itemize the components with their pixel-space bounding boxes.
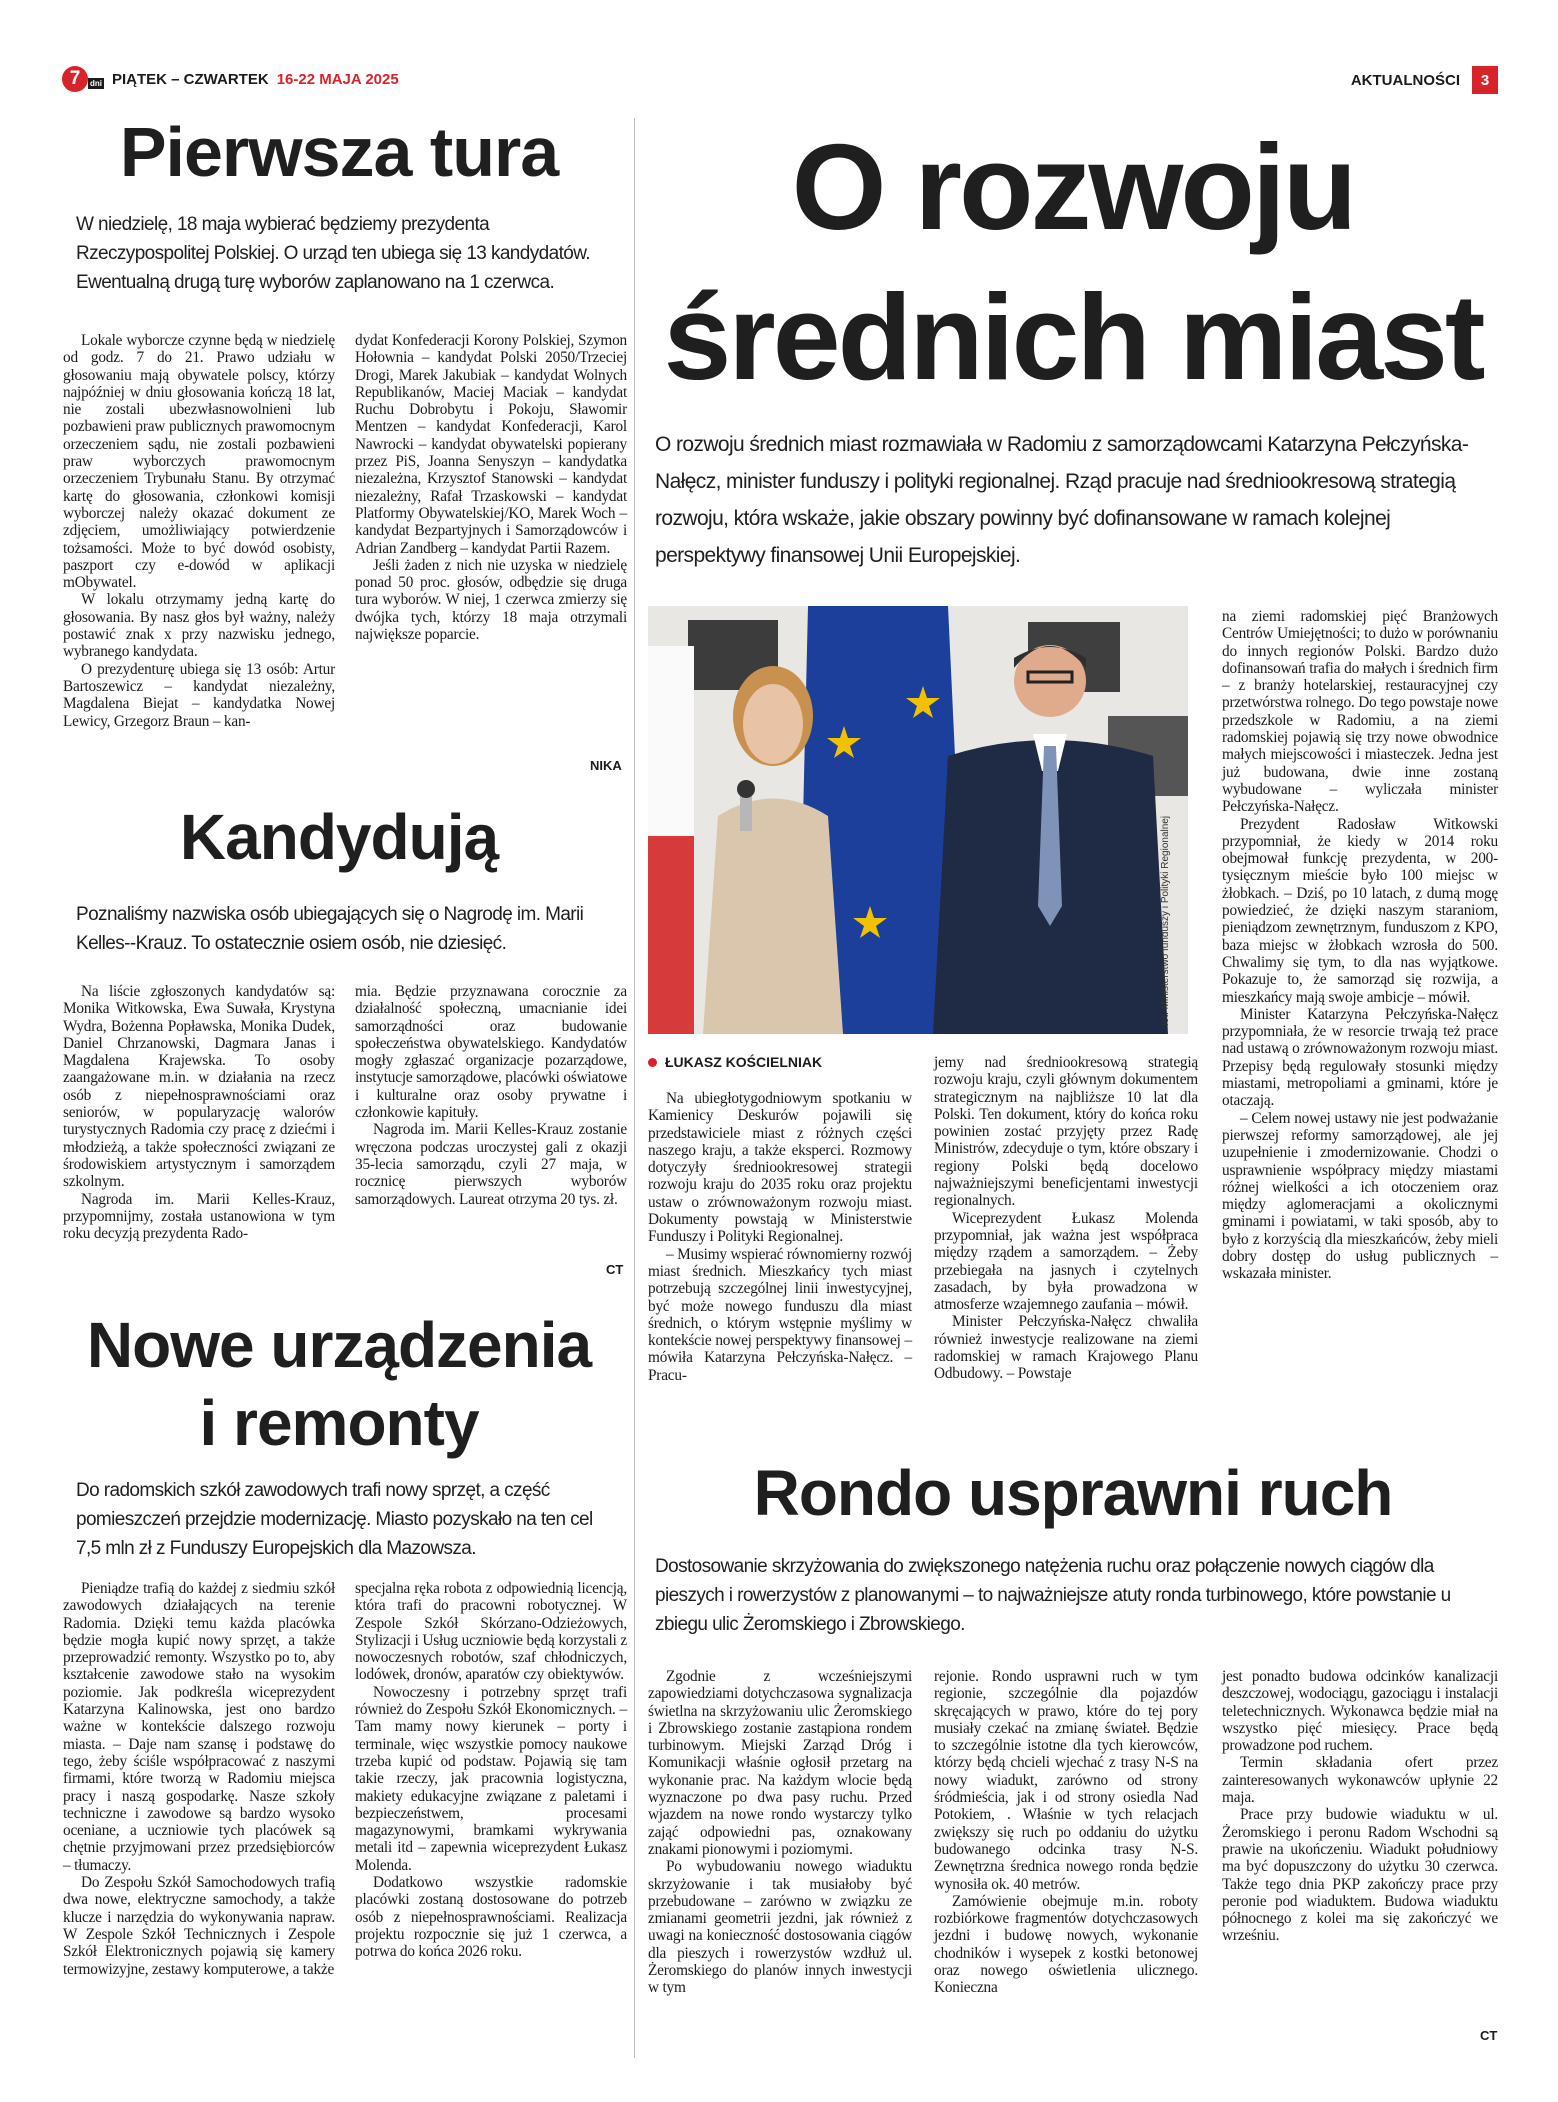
page-header-right <box>1351 66 1498 94</box>
article-lead: Poznaliśmy nazwiska osób ubiegających się o Nagrodę im. Marii Kelles--Krauz. To ostatecznie osiem osób, nie dziesięć. <box>76 904 584 954</box>
paragraph: Pieniądze trafią do każdej z siedmiu szkół zawodowych działających na terenie Radomia. Dzięki temu każda placówka będzie mogła kupić nowy sprzęt, a także przeprowadzić remonty. Wszystko po to, aby kształcenie zawodowe stało na wysokim poziomie. Jak podkreśla wiceprezydent Katarzyna Kalinowska, jest ono bardzo ważne w kontekście dalszego rozwoju miasta. – Daje nam szansę i podstawę do tego, żeby ściśle współpracować z naszymi firmami, które tworzą w Radomiu miejsca pracy i naszą gospodarkę. Nasze szkoły techniczne i zawodowe są bardzo wysoko oceniane, a uczniowie tych placówek są chętnie przyjmowani przez przedsiębiorców – tłumaczy. <box>63 1580 335 1874</box>
paragraph: specjalna ręka robota z odpowiednią licencją, która trafi do pracowni robotycznej. W Zespole Szkół Skórzano-Odzieżowych, Stylizacji i Usług uczniowie będą korzystali z nowoczesnych robotów, szaf chłodniczych, lodówek, dronów, aparatów czy obiektywów. <box>355 1580 627 1684</box>
paragraph: – Celem nowej ustawy nie jest podważanie pierwszej reformy samorządowej, ale jej uzupełnienie i zmodernizowanie. Chodzi o usprawnienie współpracy między miastami różnej wielkości a ich otoczeniem oraz między aglomeracjami a okolicznymi gminami i powiatami, w taki sposób, aby to było z korzyścią dla mieszkańców, żeby mieli dobry dostęp do usług publicznych – wskazała minister. <box>1222 1109 1498 1283</box>
article-column <box>355 983 627 1208</box>
article-title-pierwsza-tura: Pierwsza tura <box>119 113 559 191</box>
article-column <box>934 1054 1198 1383</box>
article-title-rondo: Rondo usprawni ruch <box>753 1457 1393 1529</box>
newspaper-logo: 7 <box>62 66 88 92</box>
title-line: Nowe urządzenia <box>86 1309 592 1381</box>
issue-days: PIĄTEK – CZWARTEK <box>112 70 269 88</box>
article-column <box>648 1090 912 1384</box>
paragraph: Prace przy budowie wiaduktu w ul. Żeromskiego i peronu Radom Wschodni są prawie na ukończeniu. Wiadukt południowy ma być dopuszczony do użytku 30 czerwca. Także tego dnia PKP zakończy prace przy peronie pod wiaduktem. Budowa wiaduktu północnego z kolei ma się zakończyć we wrześniu. <box>1222 1806 1498 1945</box>
paragraph: Minister Katarzyna Pełczyńska-Nałęcz przypomniała, że w resorcie trwają też prace nad ustawą o zrównoważonym rozwoju miast. Przepisy będą regulowały stosunki między miastami, metropoliami a gminami, które je otaczają. <box>1222 1005 1498 1110</box>
author-name: ŁUKASZ KOŚCIELNIAK <box>665 1054 823 1070</box>
paragraph: Minister Pełczyńska-Nałęcz chwaliła również inwestycje realizowane na ziemi radomskiej w ramach Krajowego Planu Odbudowy. – Powstaje <box>934 1313 1198 1383</box>
article-column <box>355 1580 627 1961</box>
article-lead: O rozwoju średnich miast rozmawiała w Radomiu z samorządowcami Katarzyna Pełczyńska-Nałęcz, minister funduszy i polityki regionalnej. Rząd pracuje nad średniookresową strategią rozwoju, która wskaże, jakie obszary powinny być dofinansowane w ramach kolejnej perspektywy finansowej Unii Europejskiej. <box>655 433 1469 567</box>
article-column <box>1222 608 1498 1283</box>
bullet-icon <box>648 1058 657 1067</box>
paragraph: rejonie. Rondo usprawni ruch w tym regionie, szczególnie dla pojazdów skręcających w prawo, które do tej pory musiały czekać na zmianę świateł. Będzie to szczególnie istotne dla tych kierowców, którzy będą chcieli wjechać z trasy N-S na nowy wiadukt, zarówno od strony śródmieścia, jak i od strony osiedla Nad Potokiem, . Właśnie w tych relacjach zwiększy się ruch po oddaniu do użytku budowanego odcinka trasy N-S. Zewnętrzna średnica nowego ronda będzie wynosiła ok. 40 metrów. <box>934 1668 1198 1893</box>
paragraph: Nowoczesny i potrzebny sprzęt trafi również do Zespołu Szkół Ekonomicznych. – Tam mamy nowy kierunek – porty i terminale, więc wszystkie pomocy naukowe trzeba kupić od podstaw. Pojawią się tam takie rzeczy, jak pracownia logistyczna, makiety edukacyjne związane z paletami i bezpieczeństwem, procesami magazynowymi, bramkami wykrywania metali itd – zapewnia wiceprezydent Łukasz Molenda. <box>355 1683 627 1874</box>
section-name: AKTUALNOŚCI <box>1350 71 1460 89</box>
paragraph: Dodatkowo wszystkie radomskie placówki zostaną dostosowane do potrzeb osób z niepełnosprawnościami. Realizacja projektu rozpocznie się już 1 czerwca, a potrwa do końca 2026 roku. <box>355 1874 627 1961</box>
article-column <box>63 332 335 730</box>
title-line: O rozwoju <box>791 119 1355 255</box>
paragraph: jest ponadto budowa odcinków kanalizacji deszczowej, wodociągu, gazociągu i instalacji teletechnicznych. Wykonawca będzie miał na wszystko pięć miesięcy. Prace będą prowadzone pod ruchem. <box>1222 1668 1498 1755</box>
article-photo <box>648 606 1188 1034</box>
paragraph: mia. Będzie przyznawana corocznie za działalność społeczną, umacnianie idei samorządności oraz budowanie społeczeństwa obywatelskiego. Kandydatów mogły zgłaszać organizacje pozarządowe, instytucje samorządowe, placówki oświatowe i kulturalne oraz osoby prywatne i członkowie kapituły. <box>355 983 627 1122</box>
article-lead: Dostosowanie skrzyżowania do zwiększonego natężenia ruchu oraz połączenie nowych ciągów dla pieszych i rowerzystów z planowanymi – to najważniejsze atuty ronda turbinowego, które powstanie u zbiegu ulic Żeromskiego i Zbrowskiego. <box>655 1556 1451 1635</box>
paragraph: na ziemi radomskiej pięć Branżowych Centrów Umiejętności; to dużo w porównaniu do innych regionów Polski. Bardzo dużo dofinansowań trafia do małych i średnich firm – z branży hotelarskiej, restauracyjnej czy przetwórstwa rolnego. Do tego powstaje nowe przedszkole w Radomiu, a na ziemi radomskiej pojawią się trzy nowe obwodnice małych miejscowości i miasteczek. Jedna jest już budowana, dwie inne zostaną wybudowane – wyliczała minister Pełczyńska-Nałęcz. <box>1222 608 1499 816</box>
paragraph: Zgodnie z wcześniejszymi zapowiedziami dotychczasowa sygnalizacja świetlna na skrzyżowaniu ulic Żeromskiego i Zbrowskiego zostanie zastąpiona rondem turbinowym. Miejski Zarząd Dróg i Komunikacji właśnie ogłosił przetarg na wykonanie prac. Na każdym wlocie będą wyznaczone po dwa pasy ruchu. Przed wjazdem na nowe rondo wystarczy tylko zająć odpowiedni pas, oznakowany znakami pionowymi i poziomymi. <box>648 1668 912 1858</box>
paragraph: Nagroda im. Marii Kelles-Krauz zostanie wręczona podczas uroczystej gali z okazji 35-lecia samorządu, czyli 27 maja, w rocznicę pierwszych wyborów samorządowych. Laureat otrzyma 20 tys. zł. <box>355 1121 627 1208</box>
paragraph: Po wybudowaniu nowego wiaduktu skrzyżowanie i tak musiałoby być przebudowane – zarówno w związku ze zmianami geometrii jezdni, jak również z uwagi na konieczność dostosowania ciągów dla pieszych i rowerzystów wzdłuż ul. Żeromskiego do planów innych inwestycji w tym <box>648 1858 912 1997</box>
article-column <box>934 1668 1198 1997</box>
author-signature: CT <box>606 1262 624 1277</box>
photo-credit: fot. Ministerstwo funduszy i Polityki Regionalnej <box>1160 815 1171 1026</box>
article-column <box>355 332 627 643</box>
author-signature: NIKA <box>590 758 622 773</box>
paragraph: Lokale wyborcze czynne będą w niedzielę od godz. 7 do 21. Prawo udziału w głosowaniu mają obywatele polscy, którzy najpóźniej w dniu głosowania kończą 18 lat, nie zostali ubezwłasnowolnieni lub pozbawieni praw publicznych prawomocnym orzeczeniem sądu, nie zostali pozbawieni praw wyborczych prawomocnym orzeczeniem Trybunału Stanu. By otrzymać kartę do głosowania, członkowi komisji wyborczej należy okazać dokument ze zdjęciem, umożliwiający potwierdzenie tożsamości. Może to być dowód osobisty, paszport czy e-dowód w aplikacji mObywatel. <box>63 332 335 592</box>
paragraph: Wiceprezydent Łukasz Molenda przypomniał, jak ważna jest współpraca między rządem a samorządem. – Żeby przebiegała na jasnych i czytelnych zasadach, by była prowadzona w atmosferze wzajemnego zaufania – mówił. <box>934 1209 1198 1314</box>
paragraph: Do Zespołu Szkół Samochodowych trafią dwa nowe, elektryczne samochody, a także klucze i narzędzia do wykonywania napraw. W Zespole Szkół Technicznych i Zespole Szkół Elektronicznych pojawią się kamery termowizyjne, zestawy komputerowe, a także <box>63 1874 335 1978</box>
page-number: 3 <box>1472 66 1498 94</box>
title-line: średnich miast <box>663 269 1483 405</box>
paragraph: jemy nad średniookresową strategią rozwoju kraju, czyli głównym dokumentem strategicznym na najbliższe 10 lat dla Polski. Ten dokument, który do końca roku powinien zostać przyjęty przez Radę Ministrów, zdecyduje o tym, które obszary i regiony Polski będą docelowo najważniejszymi beneficjentami inwestycji regionalnych. <box>934 1054 1198 1210</box>
column-divider <box>634 118 635 2058</box>
photo-author <box>648 1054 822 1070</box>
article-column <box>63 1580 335 1978</box>
newspaper-logo-text: dni <box>90 78 102 88</box>
article-title-kandyduja: Kandydują <box>179 801 499 873</box>
article-lead: W niedzielę, 18 maja wybierać będziemy prezydenta Rzeczypospolitej Polskiej. O urząd ten ubiega się 13 kandydatów. Ewentualną drugą turę wyborów zaplanowano na 1 czerwca. <box>76 214 590 293</box>
paragraph: Na ubiegłotygodniowym spotkaniu w Kamienicy Deskurów pojawili się przedstawiciele miast z różnych części naszego kraju, a także eksperci. Rozmowy dotyczyły średniookresowej strategii rozwoju kraju do 2035 roku oraz projektu ustaw o zrównoważonym rozwoju miast. Dokumenty powstają w Ministerstwie Funduszy i Polityki Regionalnej. <box>648 1090 912 1246</box>
paragraph: W lokalu otrzymamy jedną kartę do głosowania. By nasz głos był ważny, należy postawić znak x przy nazwisku jednego, wybranego kandydata. <box>63 591 335 661</box>
issue-date: 16-22 MAJA 2025 <box>276 70 399 88</box>
paragraph: dydat Konfederacji Korony Polskiej, Szymon Hołownia – kandydat Polski 2050/Trzeciej Drogi, Marek Jakubiak – kandydat Wolnych Republikanów, Maciej Maciak – kandydat Ruchu Dobrobytu i Pokoju, Sławomir Mentzen – kandydat Konfederacji, Karol Nawrocki – kandydat obywatelski popierany przez PiS, Joanna Senyszyn – kandydatka niezależna, Krzysztof Stanowski – kandydat niezależny, Rafał Trzaskowski – kandydat Platformy Obywatelskiej/KO, Marek Woch – kandydat Bezpartyjnych i Samorządowców i Adrian Zandberg – kandydat Partii Razem. <box>355 332 627 557</box>
article-column <box>63 983 335 1242</box>
paragraph: Nagroda im. Marii Kelles-Krauz, przypomnijmy, została ustanowiona w tym roku decyzją prezydenta Rado- <box>63 1190 335 1243</box>
article-column <box>648 1668 912 1997</box>
article-column <box>1222 1668 1498 1945</box>
paragraph: O prezydenturę ubiega się 13 osób: Artur Bartoszewicz – kandydat niezależny, Magdalena Biejat – kandydatka Nowej Lewicy, Grzegorz Braun – kan- <box>63 660 335 730</box>
photo-illustration <box>648 606 1188 1034</box>
page-header-left <box>62 66 399 92</box>
paragraph: Zamówienie obejmuje m.in. roboty rozbiórkowe fragmentów dotychczasowych jezdni i budowę nowych, wykonanie chodników i wysepek z kostki betonowej oraz nowego oświetlenia ulicznego. Konieczna <box>934 1892 1198 1997</box>
article-lead: Do radomskich szkół zawodowych trafi nowy sprzęt, a część pomieszczeń przejdzie modernizację. Miasto pozyskało na ten cel 7,5 mln zł z Funduszy Europejskich dla Mazowsza. <box>76 1480 593 1559</box>
paragraph: Jeśli żaden z nich nie uzyska w niedzielę ponad 50 proc. głosów, odbędzie się druga tura wyborów. W niej, 1 czerwca zmierzy się dwójka tych, którzy 18 maja otrzymali największe poparcie. <box>355 556 627 644</box>
article-title-nowe-urzadzenia <box>62 1306 616 1462</box>
paragraph: Termin składania ofert przez zainteresowanych wykonawców upłynie 22 maja. <box>1222 1754 1498 1807</box>
title-line: i remonty <box>199 1387 479 1459</box>
article-title-o-rozwoju <box>648 112 1498 412</box>
author-signature: CT <box>1480 2028 1498 2043</box>
paragraph: Na liście zgłoszonych kandydatów są: Monika Witkowska, Ewa Suwała, Krystyna Wydra, Bożenna Popławska, Monika Dudek, Daniel Chrzanowski, Dagmara Janas i Magdalena Krajewska. To osoby zaangażowane m.in. w działania na rzecz osób z niepełnosprawnościami oraz seniorów, w popularyzację walorów turystycznych Radomia czy pracę z dziećmi i młodzieżą, a także społeczności związani ze środowiskiem artystycznym i samorządem szkolnym. <box>63 983 335 1191</box>
paragraph: Prezydent Radosław Witkowski przypomniał, że kiedy w 2014 roku obejmował funkcję prezydenta, w 200-tysięcznym mieście było 100 miejsc w żłobkach. – Dziś, po 10 latach, z dumą mogę powiedzieć, że dzięki naszym staraniom, pieniądzom zewnętrznym, funduszom z KPO, baza miejsc w żłobkach wzrosła do 500. Chwalimy się tym, to dla nas wyjątkowe. Pokazuje to, że samorząd się rozwija, a mieszkańcy mają swoje ambicje – mówił. <box>1222 815 1498 1006</box>
paragraph: – Musimy wspierać równomierny rozwój miast średnich. Mieszkańcy tych miast potrzebują szczególnej linii inwestycyjnej, być może nowego funduszu dla miast średnich, o którym wstępnie myślimy w kontekście nowej perspektywy finansowej – mówiła Katarzyna Pełczyńska-Nałęcz. – Pracu- <box>648 1245 912 1384</box>
